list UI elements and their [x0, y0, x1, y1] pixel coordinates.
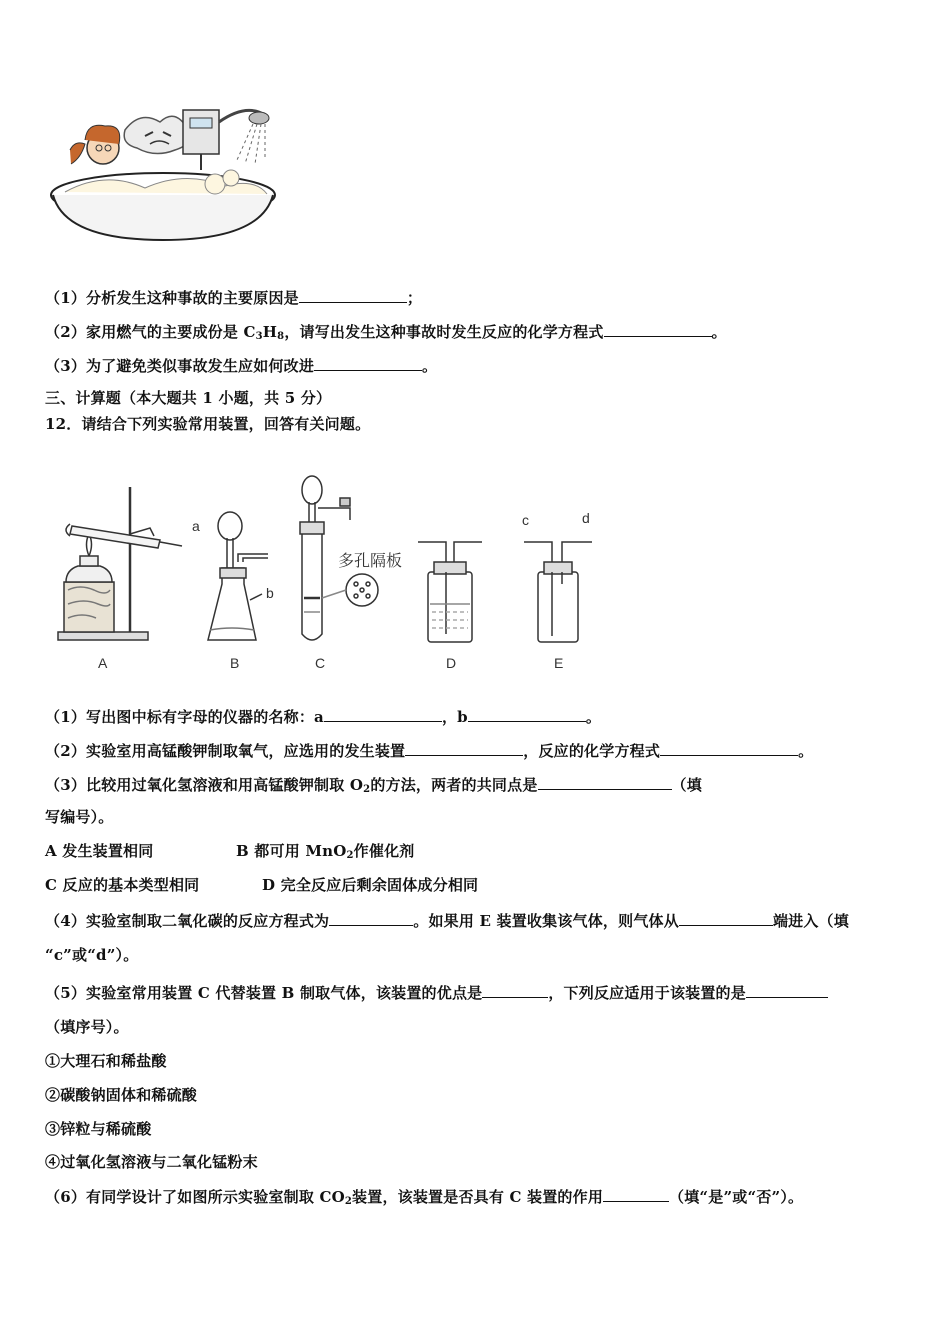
apparatus-b — [208, 512, 268, 640]
q12-sub3: （3）比较用过氧化氢溶液和用高锰酸钾制取 $O_2$的方法，两者的共同点是 （填 — [45, 773, 702, 795]
q11-sub2: （2）家用燃气的主要成份是 $C_3H_8$，请写出发生这种事故时发生反应的化学方程式 。 — [45, 320, 727, 342]
choice-4: ④过氧化氢溶液与二氧化锰粉末 — [45, 1153, 258, 1171]
answer-blank[interactable] — [314, 354, 422, 371]
label-a: A — [98, 655, 108, 671]
choice-3: ③锌粒与稀硫酸 — [45, 1120, 152, 1138]
bathtub-illustration — [45, 100, 285, 245]
section-heading: 三、计算题（本大题共 1 小题，共 5 分） — [45, 389, 332, 407]
answer-blank[interactable] — [405, 739, 523, 756]
apparatus-e — [524, 542, 592, 642]
option-a: A 发生装置相同 — [45, 842, 154, 860]
answer-blank[interactable] — [679, 909, 773, 926]
q12-sub5: （5）实验室常用装置 C 代替装置 B 制取气体，该装置的优点是 ，下列反应适用于该装置的是 — [45, 981, 828, 1003]
q12-sub3-cont: 写编号）。 — [45, 808, 114, 826]
q12-sub4-cont: “c”或“d”）。 — [45, 946, 139, 964]
apparatus-figure — [50, 472, 610, 652]
q12-title: 12．请结合下列实验常用装置，回答有关问题。 — [45, 415, 371, 433]
q12-sub1: （1）写出图中标有字母的仪器的名称：a ，b 。 — [45, 705, 601, 727]
q12-sub2: （2）实验室用高锰酸钾制取氧气，应选用的发生装置 ，反应的化学方程式 。 — [45, 739, 813, 761]
answer-blank[interactable] — [329, 909, 413, 926]
answer-blank[interactable] — [603, 1185, 669, 1202]
q11-sub1-text: （1）分析发生这种事故的主要原因是 — [45, 289, 299, 307]
porous-plate-label: 多孔隔板 — [338, 553, 403, 570]
answer-blank[interactable] — [538, 773, 672, 790]
choice-1: ①大理石和稀盐酸 — [45, 1052, 167, 1070]
answer-blank[interactable] — [604, 320, 712, 337]
option-c: C 反应的基本类型相同 — [45, 876, 200, 894]
q11-sub1 — [45, 286, 422, 308]
answer-blank[interactable] — [482, 981, 548, 998]
label-b: B — [230, 655, 240, 671]
answer-blank[interactable] — [660, 739, 798, 756]
apparatus-a — [58, 487, 182, 640]
answer-blank[interactable] — [468, 705, 586, 722]
apparatus-d — [418, 542, 482, 642]
answer-blank[interactable] — [299, 286, 407, 303]
label-c: C — [315, 655, 326, 671]
label-d: D — [446, 655, 457, 671]
mark-a: a — [192, 518, 200, 534]
option-d: D 完全反应后剩余固体成分相同 — [262, 876, 479, 894]
q12-sub4: （4）实验室制取二氧化碳的反应方程式为 。如果用 E 装置收集该气体，则气体从 端进入（填 — [45, 909, 849, 931]
answer-blank[interactable] — [746, 981, 828, 998]
answer-blank[interactable] — [324, 705, 442, 722]
q11-sub3: （3）为了避免类似事故发生应如何改进 。 — [45, 354, 437, 376]
choice-2: ②碳酸钠固体和稀硫酸 — [45, 1086, 198, 1104]
q11-sub1-end: ； — [406, 289, 423, 307]
q12-sub5-cont: （填序号）。 — [45, 1018, 129, 1036]
mark-d: d — [582, 510, 590, 526]
label-e: E — [554, 655, 564, 671]
mark-c: c — [522, 512, 529, 528]
mark-b: b — [266, 585, 274, 601]
q12-sub6: （6）有同学设计了如图所示实验室制取 $CO_2$装置，该装置是否具有 C 装置的作用 （填“是”或“否”）。 — [45, 1185, 803, 1207]
option-b: B 都可用 MnO$_2$作催化剂 — [236, 842, 415, 861]
